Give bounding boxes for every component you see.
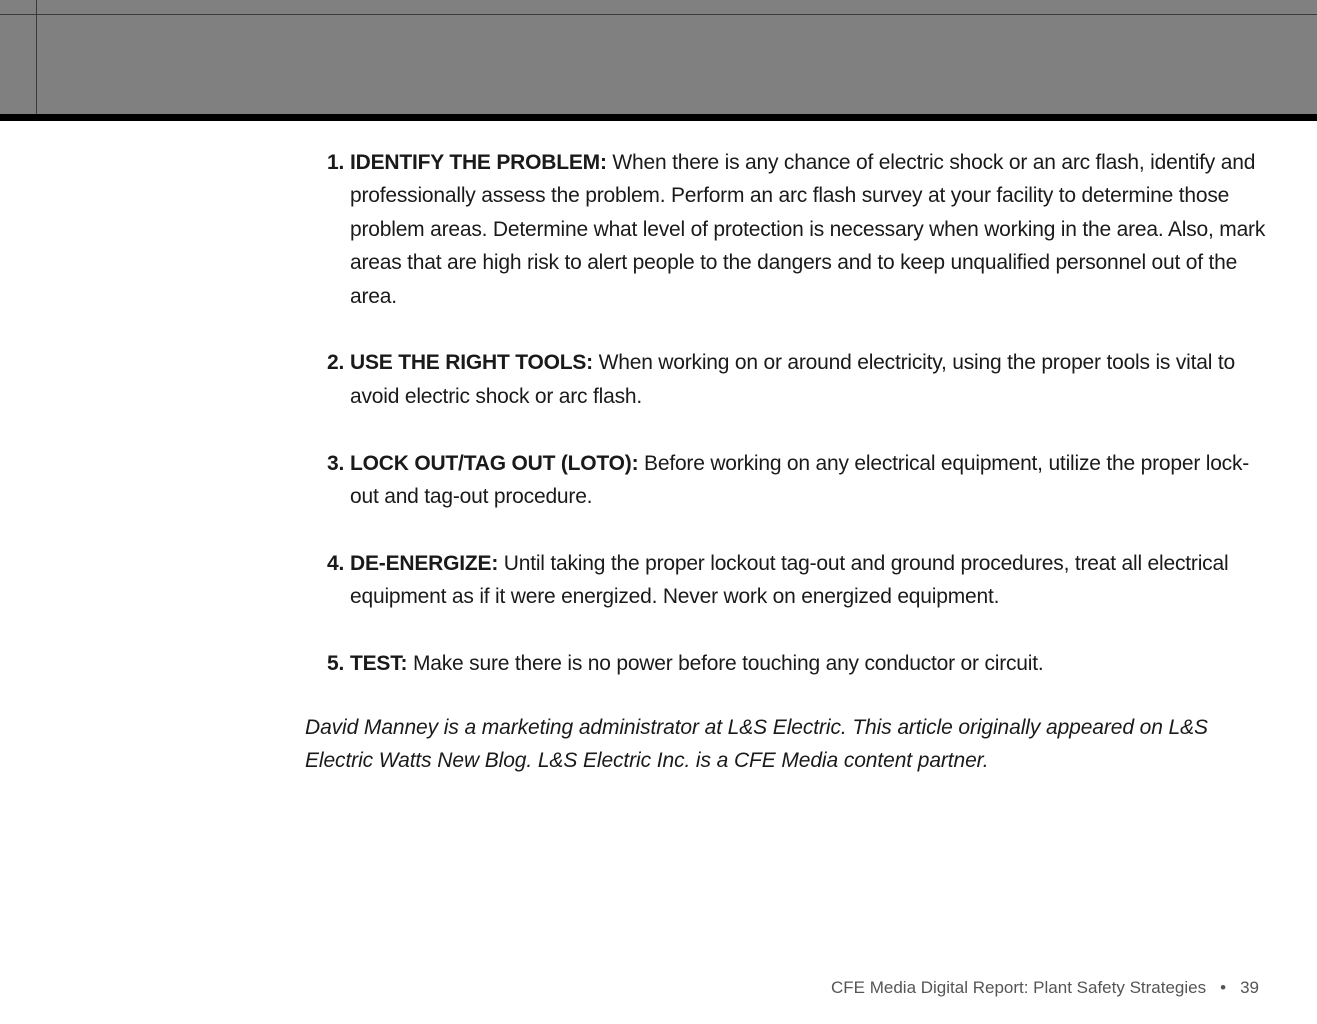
footer-separator: • bbox=[1220, 978, 1227, 997]
author-byline: David Manney is a marketing administrator at L&S Electric. This article originally appeared on L&S Electric Watts New Blog. L&S Electric Inc. is a CFE Media content partner. bbox=[305, 716, 1208, 773]
list-item-text: When working on or around electricity, using the proper tools is vital to avoid electric shock or arc flash. bbox=[350, 351, 1235, 408]
list-item-number: 5. bbox=[327, 652, 345, 676]
list-item-heading: DE-ENERGIZE: bbox=[350, 551, 499, 575]
list-item-text: Until taking the proper lockout tag-out and ground procedures, treat all electrical equipment as if it were energized. Never work on energized equipment. bbox=[350, 551, 1229, 609]
footer-publication: CFE Media Digital Report: Plant Safety Strategies bbox=[831, 978, 1207, 997]
header-divider-vertical bbox=[36, 0, 37, 114]
list-item bbox=[327, 547, 1267, 614]
list-item-heading: LOCK OUT/TAG OUT (LOTO): bbox=[350, 451, 639, 475]
list-item-text: Make sure there is no power before touching any conductor or circuit. bbox=[412, 652, 1044, 676]
page-footer bbox=[831, 978, 1259, 998]
list-item-number: 4. bbox=[327, 551, 345, 575]
list-item-heading: IDENTIFY THE PROBLEM: bbox=[350, 151, 607, 174]
page-number: 39 bbox=[1240, 978, 1259, 997]
list-item-body bbox=[350, 146, 1267, 313]
list-item bbox=[327, 146, 1267, 313]
list-item-heading: USE THE RIGHT TOOLS: bbox=[350, 351, 593, 375]
safety-steps-list bbox=[327, 146, 1267, 714]
list-item-body bbox=[350, 647, 1267, 680]
list-item-body bbox=[350, 547, 1267, 614]
header-divider-horizontal bbox=[0, 14, 1317, 15]
list-item-number: 1. bbox=[327, 151, 345, 174]
list-item-text: When there is any chance of electric shock or an arc flash, identify and professionally assess the problem. Perform an arc flash survey at your facility to determine those problem areas. Determine what level of protection is necessary when working in the area. Also, mark areas that are high risk to alert people to the dangers and to keep unqualified personnel out of the area. bbox=[350, 151, 1266, 308]
list-item bbox=[327, 346, 1267, 413]
list-item-body bbox=[350, 447, 1267, 514]
list-item-number: 2. bbox=[327, 351, 345, 375]
list-item-number: 3. bbox=[327, 451, 345, 475]
list-item-text: Before working on any electrical equipment, utilize the proper lock-out and tag-out procedure. bbox=[350, 451, 1250, 509]
list-item-body bbox=[350, 346, 1267, 413]
list-item bbox=[327, 647, 1267, 680]
list-item bbox=[327, 447, 1267, 514]
list-item-heading: TEST: bbox=[350, 652, 408, 676]
header-band bbox=[0, 0, 1317, 114]
header-rule bbox=[0, 114, 1317, 121]
